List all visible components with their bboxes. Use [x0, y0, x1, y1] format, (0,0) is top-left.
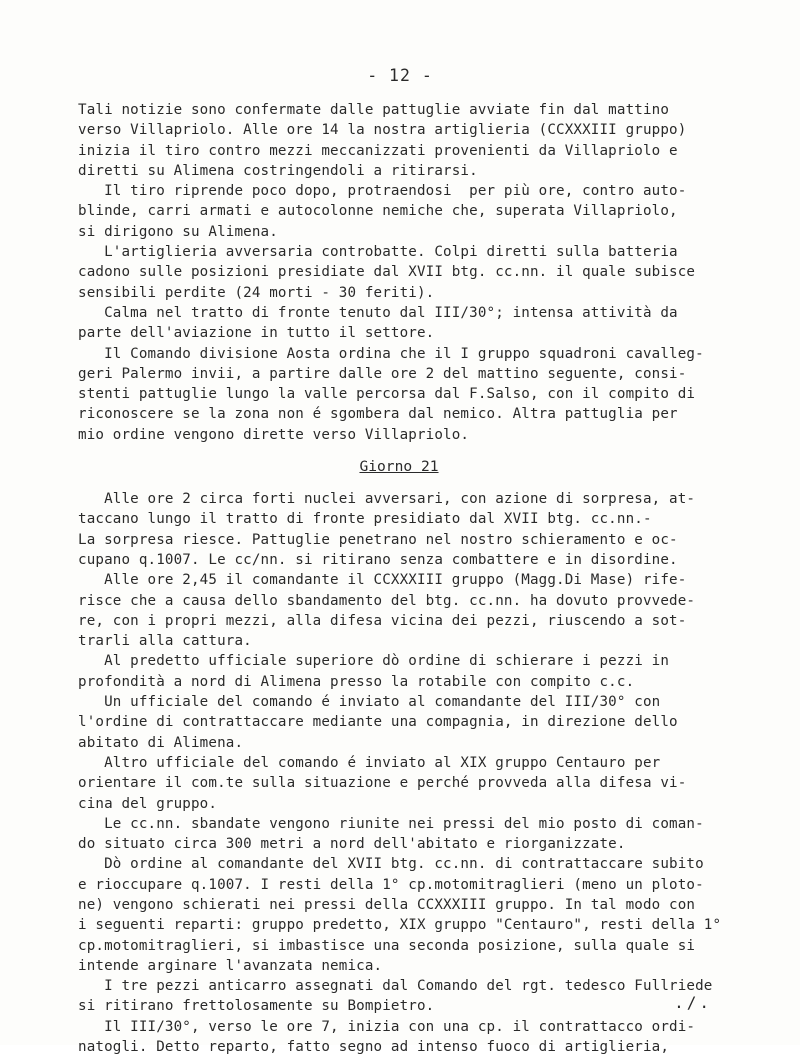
text-line: parte dell'aviazione in tutto il settore.	[78, 325, 435, 342]
text-line: Tali notizie sono confermate dalle pattuglie avviate fin dal mattino	[78, 102, 670, 118]
paragraph	[78, 181, 738, 242]
text-line: L'artiglieria avversaria controbatte. Colpi diretti sulla batteria	[78, 244, 678, 261]
text-line: sensibili perdite (24 morti - 30 feriti).	[78, 284, 435, 301]
text-line: si ritirano frettolosamente su Bompietro.	[78, 998, 435, 1015]
text-line: Il III/30°, verso le ore 7, inizia con una cp. il contrattacco ordi-	[78, 1018, 696, 1035]
spacer	[78, 445, 738, 456]
paragraph	[78, 303, 738, 344]
text-line: blinde, carri armati e autocolonne nemiche che, superata Villapriolo,	[78, 203, 678, 220]
text-line: si dirigono su Alimena.	[78, 223, 278, 240]
text-line: inizia il tiro contro mezzi meccanizzati provenienti da Villapriolo e	[78, 142, 678, 159]
text-line: Calma nel tratto di fronte tenuto dal III/30°; intensa attività da	[78, 304, 678, 321]
text-line: Alle ore 2 circa forti nuclei avversari, con azione di sorpresa, at-	[78, 491, 696, 508]
paragraph	[78, 692, 738, 753]
continuation-mark: ./.	[674, 993, 712, 1012]
text-line: Al predetto ufficiale superiore dò ordine di schierare i pezzi in	[78, 653, 670, 670]
text-line: riconoscere se la zona non é sgombera dal nemico. Altra pattuglia per	[78, 406, 678, 423]
paragraph	[78, 242, 738, 303]
text-line: geri Palermo invii, a partire dalle ore 2 del mattino seguente, consi-	[78, 365, 687, 382]
paragraph	[78, 570, 738, 651]
text-line: Altro ufficiale del comando é inviato al XIX gruppo Centauro per	[78, 754, 661, 771]
paragraph	[78, 100, 738, 181]
text-line: verso Villapriolo. Alle ore 14 la nostra artiglieria (CCXXXIII gruppo)	[78, 122, 687, 139]
text-line: risce che a causa dello sbandamento del btg. cc.nn. ha dovuto provvede-	[78, 592, 696, 609]
text-line: diretti su Alimena costringendoli a ritirarsi.	[78, 162, 478, 179]
text-line: cupano q.1007. Le cc/nn. si ritirano senza combattere e in disordine.	[78, 551, 678, 568]
text-line: e rioccupare q.1007. I resti della 1° cp.motomitraglieri (meno un ploto-	[78, 876, 704, 893]
text-line: Un ufficiale del comando é inviato al comandante del III/30° con	[78, 694, 661, 711]
paragraph	[78, 489, 738, 570]
section-heading-text: Giorno 21	[359, 458, 439, 476]
text-line: cina del gruppo.	[78, 795, 218, 812]
page-number: - 12 -	[367, 66, 433, 85]
text-line: mio ordine vengono dirette verso Villapriolo.	[78, 426, 470, 443]
paragraph	[78, 753, 738, 814]
paragraph	[78, 976, 738, 1017]
paragraph	[78, 1017, 738, 1057]
text-line: intende arginare l'avanzata nemica.	[78, 957, 383, 974]
text-line: profondità a nord di Alimena presso la rotabile con compito c.c.	[78, 673, 635, 690]
document-body	[78, 100, 738, 1057]
text-line: abitato di Alimena.	[78, 734, 244, 751]
spacer	[78, 478, 738, 489]
text-line: cadono sulle posizioni presidiate dal XVII btg. cc.nn. il quale subisce	[78, 264, 696, 281]
text-line: stenti pattuglie lungo la valle percorsa dal F.Salso, con il compito di	[78, 386, 696, 403]
text-line: l'ordine di contrattaccare mediante una compagnia, in direzione dello	[78, 714, 678, 731]
section-after-heading	[78, 489, 738, 1057]
text-line: Il Comando divisione Aosta ordina che il I gruppo squadroni cavalleg-	[78, 345, 704, 362]
text-line: Il tiro riprende poco dopo, protraendosi per più ore, contro auto-	[78, 183, 687, 200]
paragraph	[78, 344, 738, 445]
paragraph	[78, 854, 738, 976]
text-line: natogli. Detto reparto, fatto segno ad intenso fuoco di artiglieria,	[78, 1039, 670, 1056]
text-line: La sorpresa riesce. Pattuglie penetrano nel nostro schieramento e oc-	[78, 531, 678, 548]
text-line: ne) vengono schierati nei pressi della CCXXXIII gruppo. In tal modo con	[78, 896, 696, 913]
text-line: Alle ore 2,45 il comandante il CCXXXIII gruppo (Magg.Di Mase) rife-	[78, 572, 687, 589]
text-line: cp.motomitraglieri, si imbastisce una seconda posizione, sulla quale si	[78, 937, 696, 954]
text-line: taccano lungo il tratto di fronte presidiato dal XVII btg. cc.nn.-	[78, 511, 652, 528]
text-line: i seguenti reparti: gruppo predetto, XIX gruppo "Centauro", resti della 1°	[78, 917, 722, 934]
text-line: trarli alla cattura.	[78, 633, 252, 650]
paragraph	[78, 651, 738, 692]
section-before-heading	[78, 100, 738, 445]
section-heading	[60, 456, 738, 478]
text-line: Le cc.nn. sbandate vengono riunite nei pressi del mio posto di coman-	[78, 815, 704, 832]
text-line: orientare il com.te sulla situazione e perché provveda alla difesa vi-	[78, 775, 687, 792]
text-line: I tre pezzi anticarro assegnati dal Comando del rgt. tedesco Fullriede	[78, 978, 713, 995]
paragraph	[78, 814, 738, 855]
text-line: do situato circa 300 metri a nord dell'abitato e riorganizzate.	[78, 836, 626, 853]
text-line: re, con i propri mezzi, alla difesa vicina dei pezzi, riuscendo a sot-	[78, 612, 687, 629]
text-line: Dò ordine al comandante del XVII btg. cc.nn. di contrattaccare subito	[78, 856, 704, 873]
